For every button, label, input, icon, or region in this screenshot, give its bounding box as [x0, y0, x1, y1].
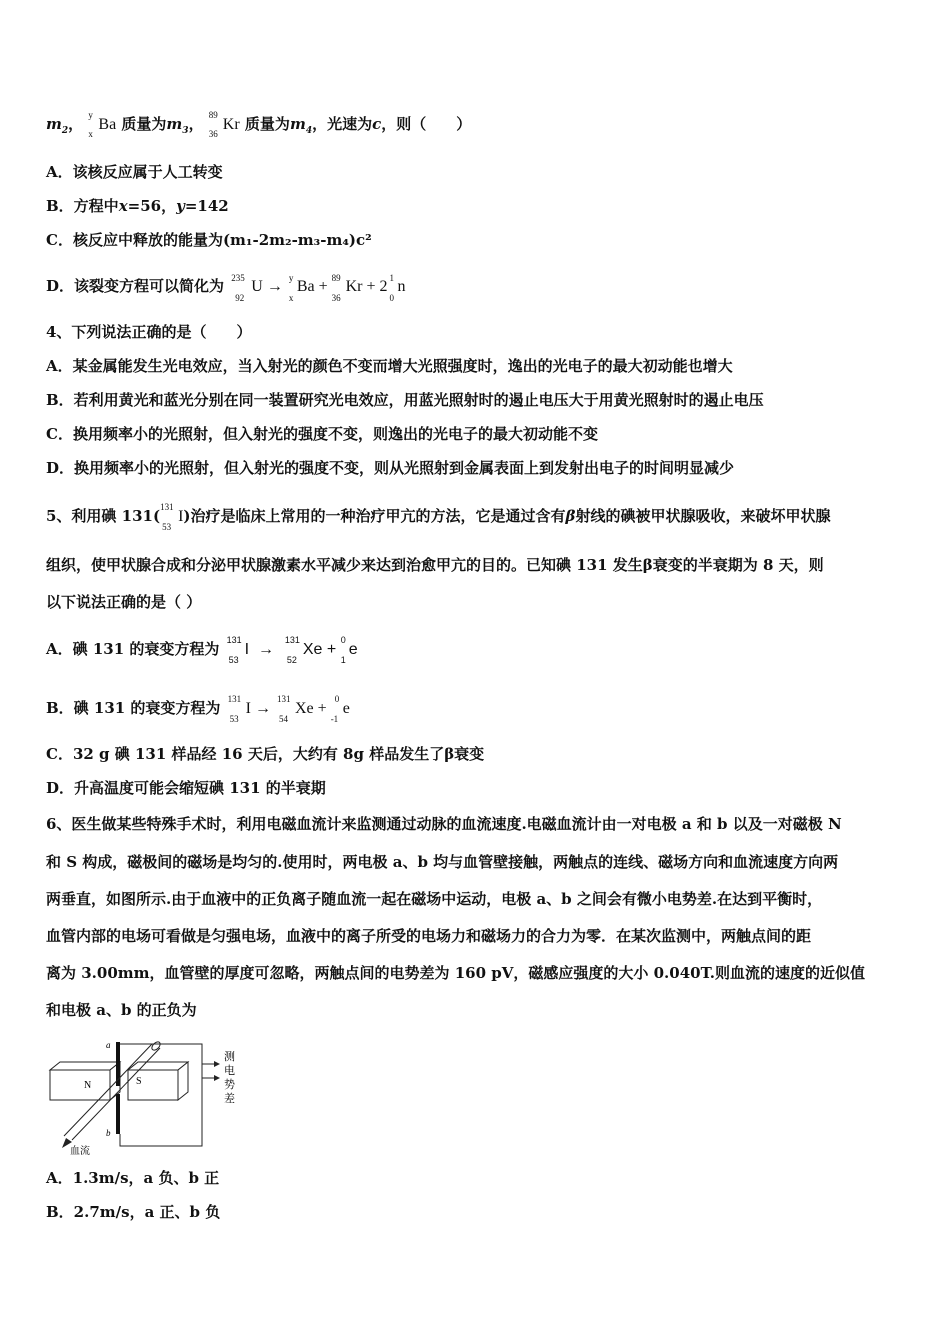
q3-option-a[interactable]: A．该核反应属于人工转变 [46, 163, 223, 181]
q4-option-d[interactable]: D．换用频率小的光照射，但入射光的强度不变，则从光照射到金属表面上到发射出电子的时间明显减少 [46, 459, 735, 477]
ba-nuclide: y x Ba [88, 110, 117, 139]
q5-option-b[interactable]: B．碘 131 的衰变方程为 131 53 I → 131 54 Xe + 0 -1 e [46, 694, 350, 724]
q4-option-b[interactable]: B．若利用黄光和蓝光分别在同一装置研究光电效应，用蓝光照射时的遏止电压大于用黄光照射时的遏止电压 [46, 391, 764, 409]
kr-nuclide: 89 36 Kr [208, 110, 240, 139]
m2-symbol: $m_2$ [46, 115, 69, 136]
label-b: b [106, 1128, 111, 1138]
q6-stem-line-6: 和电极 a、b 的正负为 [46, 1001, 197, 1019]
q6-stem-line-2: 和 S 构成，磁极间的磁场是均匀的.使用时，两电极 a、b 均与血管壁接触，两触点的连线、磁场方向和血流速度方向两 [46, 853, 839, 871]
q4-option-a[interactable]: A．某金属能发生光电效应，当入射光的颜色不变而增大光照强度时，逸出的光电子的最大初动能也增大 [46, 357, 733, 375]
q5-stem-line-1: 5、利用碘 131( 131 53 I)治疗是临床上常用的一种治疗甲亢的方法，它是通过含有β射线的碘被甲状腺吸收，来破坏甲状腺 [46, 502, 831, 532]
q4-stem: 4、下列说法正确的是（ ） [46, 323, 252, 341]
q3-option-c[interactable]: C．核反应中释放的能量为(m₁-2m₂-m₃-m₄)c² [46, 231, 372, 249]
q5-option-d[interactable]: D．升高温度可能会缩短碘 131 的半衰期 [46, 779, 326, 797]
label-s: S [136, 1076, 142, 1087]
q6-option-b[interactable]: B．2.7m/s，a 正、b 负 [46, 1203, 221, 1221]
electrode-b [116, 1094, 120, 1134]
label-a: a [106, 1040, 111, 1050]
q5-option-c[interactable]: C．32 g 碘 131 样品经 16 天后，大约有 8g 样品发生了β衰变 [46, 745, 485, 763]
q6-stem-line-1: 6、医生做某些特殊手术时，利用电磁血流计来监测通过动脉的血流速度.电磁血流计由一对电极 a 和 b 以及一对磁极 N [46, 815, 842, 833]
label-n: N [84, 1080, 92, 1091]
label-measure-voltage: 测 电 势 差 [224, 1050, 235, 1105]
q6-stem-line-5: 离为 3.00mm，血管壁的厚度可忽略，两触点间的电势差为 160 pV，磁感应强度的大小 0.040T.则血流的速度的近似值 [46, 964, 866, 982]
q4-option-c[interactable]: C．换用频率小的光照射，但入射光的强度不变，则逸出的光电子的最大初动能不变 [46, 425, 598, 443]
q5-stem-line-2: 组织，使甲状腺合成和分泌甲状腺激素水平减少来达到治愈甲亢的目的。已知碘 131 发生β衰变的半衰期为 8 天，则 [46, 556, 824, 574]
q6-stem-line-4: 血管内部的电场可看做是匀强电场，血液中的离子所受的电场力和磁场力的合力为零．在某次监测中，两触点间的距 [46, 927, 812, 945]
blood-flowmeter-figure [42, 1036, 242, 1156]
q6-stem-line-3: 两垂直，如图所示.由于血液中的正负离子随血流一起在磁场中运动，电极 a、b 之间会有微小电势差.在达到平衡时， [46, 890, 823, 908]
q3-mass-line: $m_2$， y x Ba 质量为$m_3$， 89 36 Kr 质量为$m_4$，光速为c，则（ ） [46, 110, 472, 139]
q5-option-a[interactable]: A．碘 131 的衰变方程为 131 53 I → 131 52 Xe + 0 1 e [46, 635, 358, 665]
q3-option-b[interactable]: B．方程中x=56，y=142 [46, 197, 229, 215]
q5-stem-line-3: 以下说法正确的是（ ） [46, 593, 202, 611]
label-blood-flow: 血流 [70, 1146, 90, 1156]
q6-option-a[interactable]: A．1.3m/s，a 负、b 正 [46, 1169, 220, 1187]
q3-option-d[interactable]: D．该裂变方程可以简化为 235 92 U → y x Ba + 89 36 Kr + 2 1 0 n [46, 273, 406, 303]
